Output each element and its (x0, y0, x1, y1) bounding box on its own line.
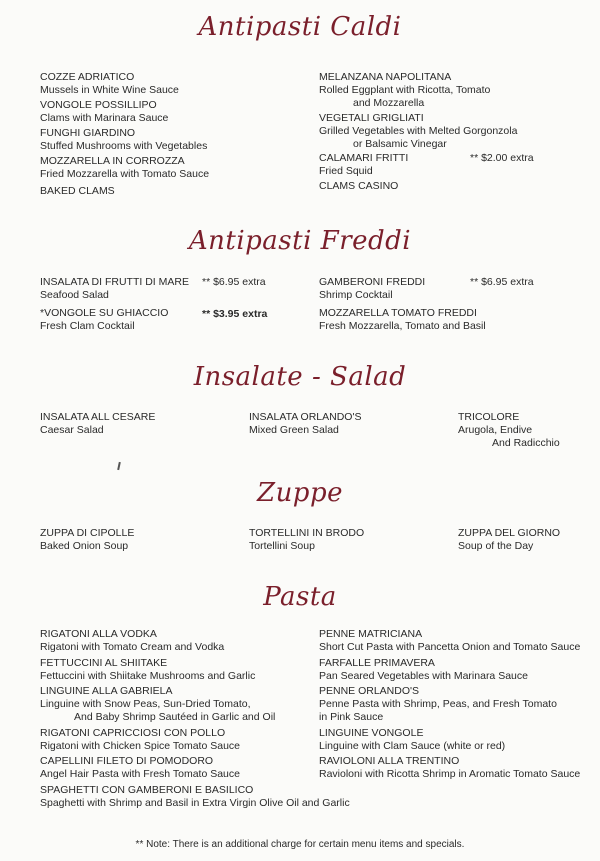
item-name: COZZE ADRIATICO (40, 71, 135, 83)
item-desc: Rigatoni with Tomato Cream and Vodka (40, 641, 225, 653)
menu-item (319, 657, 528, 683)
menu-item (40, 71, 179, 97)
item-name: *VONGOLE SU GHIACCIO (40, 307, 169, 319)
item-name: BAKED CLAMS (40, 185, 115, 197)
item-name: FARFALLE PRIMAVERA (319, 657, 435, 669)
item-desc: Stuffed Mushrooms with Vegetables (40, 140, 208, 152)
menu-item (319, 152, 408, 178)
item-name: CLAMS CASINO (319, 180, 399, 192)
item-name: LINGUINE VONGOLE (319, 727, 424, 739)
menu-item (40, 527, 134, 553)
item-desc-cont: or Balsamic Vinegar (353, 138, 447, 150)
menu-item (319, 180, 398, 193)
item-desc-cont: and Mozzarella (353, 97, 425, 109)
price-extra: ** $3.95 extra (202, 308, 268, 320)
item-name: CAPELLINI FILETO DI POMODORO (40, 755, 214, 767)
item-name: FUNGHI GIARDINO (40, 127, 136, 139)
item-name: GAMBERONI FREDDI (319, 276, 426, 288)
item-desc-cont: in Pink Sauce (319, 711, 384, 723)
item-name: VONGOLE POSSILLIPO (40, 99, 157, 111)
item-desc: Caesar Salad (40, 424, 104, 436)
item-name: RIGATONI CAPRICCIOSI CON POLLO (40, 727, 226, 739)
item-desc: Soup of the Day (458, 540, 534, 552)
item-desc: Angel Hair Pasta with Fresh Tomato Sauce (40, 768, 240, 780)
menu-item (40, 657, 255, 683)
item-desc-cont: And Baby Shrimp Sautéed in Garlic and Oil (74, 711, 276, 723)
item-name: MELANZANA NAPOLITANA (319, 71, 452, 83)
item-name: ZUPPA DEL GIORNO (458, 527, 561, 539)
item-desc: Clams with Marinara Sauce (40, 112, 169, 124)
item-name: TRICOLORE (458, 411, 520, 423)
item-desc: Rolled Eggplant with Ricotta, Tomato (319, 84, 491, 96)
price-extra: ** $6.95 extra (202, 276, 266, 288)
menu-item (40, 727, 240, 753)
item-desc-cont: And Radicchio (492, 437, 560, 449)
menu-item (40, 307, 168, 333)
menu-item (319, 727, 505, 753)
menu-item (40, 185, 115, 198)
section-title-insalate: Insalate - Salad (193, 362, 407, 392)
item-desc: Short Cut Pasta with Pancetta Onion and Tomato Sauce (319, 641, 581, 653)
menu-item (319, 71, 490, 110)
item-desc: Shrimp Cocktail (319, 289, 393, 301)
item-desc: Fried Squid (319, 165, 373, 177)
section-title-antipasti-caldi: Antipasti Caldi (198, 12, 402, 42)
section-title-pasta: Pasta (263, 582, 337, 612)
item-desc: Tortellini Soup (249, 540, 315, 552)
menu-item (40, 99, 168, 125)
item-name: LINGUINE ALLA GABRIELA (40, 685, 173, 697)
item-desc: Linguine with Clam Sauce (white or red) (319, 740, 506, 752)
section-title-zuppe: Zuppe (257, 478, 343, 508)
menu-item (40, 411, 155, 437)
menu-item (249, 527, 364, 553)
item-desc: Spaghetti with Shrimp and Basil in Extra Virgin Olive Oil and Garlic (40, 797, 350, 809)
menu-item (40, 155, 209, 181)
menu-item (319, 755, 580, 781)
item-name: INSALATA ALL CESARE (40, 411, 156, 423)
menu-item (40, 276, 189, 302)
menu-item (458, 527, 560, 553)
item-desc: Fried Mozzarella with Tomato Sauce (40, 168, 210, 180)
item-desc: Rigatoni with Chicken Spice Tomato Sauce (40, 740, 240, 752)
item-desc: Fresh Mozzarella, Tomato and Basil (319, 320, 486, 332)
footnote: ** Note: There is an additional charge for certain menu items and specials. (135, 839, 465, 850)
item-desc: Penne Pasta with Shrimp, Peas, and Fresh Tomato (319, 698, 557, 710)
menu-item (40, 628, 224, 654)
item-desc: Mixed Green Salad (249, 424, 339, 436)
item-name: CALAMARI FRITTI (319, 152, 409, 164)
item-desc: Fresh Clam Cocktail (40, 320, 135, 332)
menu-item (319, 276, 425, 302)
item-name: RIGATONI ALLA VODKA (40, 628, 157, 640)
menu-item (319, 628, 580, 654)
item-name: TORTELLINI IN BRODO (249, 527, 365, 539)
item-name: MOZZARELLA IN CORROZZA (40, 155, 185, 167)
menu-item (40, 685, 275, 724)
item-name: MOZZARELLA TOMATO FREDDI (319, 307, 477, 319)
item-desc: Arugola, Endive (458, 424, 533, 436)
item-name: PENNE ORLANDO'S (319, 685, 420, 697)
menu-item (40, 127, 207, 153)
item-name: SPAGHETTI CON GAMBERONI E BASILICO (40, 784, 254, 796)
menu-item (249, 411, 361, 437)
item-name: INSALATA DI FRUTTI DI MARE (40, 276, 189, 288)
item-desc: Fettuccini with Shiitake Mushrooms and Garlic (40, 670, 256, 682)
menu-item (319, 685, 557, 724)
price-extra: ** $2.00 extra (470, 152, 534, 164)
section-title-antipasti-freddi: Antipasti Freddi (188, 226, 412, 256)
item-desc: Seafood Salad (40, 289, 109, 301)
item-name: ZUPPA DI CIPOLLE (40, 527, 135, 539)
item-desc: Pan Seared Vegetables with Marinara Sauce (319, 670, 528, 682)
menu-item (319, 307, 486, 333)
item-name: INSALATA ORLANDO'S (249, 411, 362, 423)
item-name: FETTUCCINI AL SHIITAKE (40, 657, 168, 669)
menu-item (319, 112, 517, 151)
item-name: PENNE MATRICIANA (319, 628, 423, 640)
item-desc: Grilled Vegetables with Melted Gorgonzola (319, 125, 518, 137)
item-name: VEGETALI GRIGLIATI (319, 112, 424, 124)
item-desc: Linguine with Snow Peas, Sun-Dried Tomato, (40, 698, 251, 710)
item-name: RAVIOLONI ALLA TRENTINO (319, 755, 460, 767)
menu-item (40, 755, 240, 781)
item-desc: Mussels in White Wine Sauce (40, 84, 179, 96)
menu-item (458, 411, 560, 450)
price-extra: ** $6.95 extra (470, 276, 534, 288)
pen-mark (117, 462, 121, 470)
item-desc: Baked Onion Soup (40, 540, 129, 552)
item-desc: Ravioloni with Ricotta Shrimp in Aromatic Tomato Sauce (319, 768, 581, 780)
menu-item (40, 784, 350, 810)
